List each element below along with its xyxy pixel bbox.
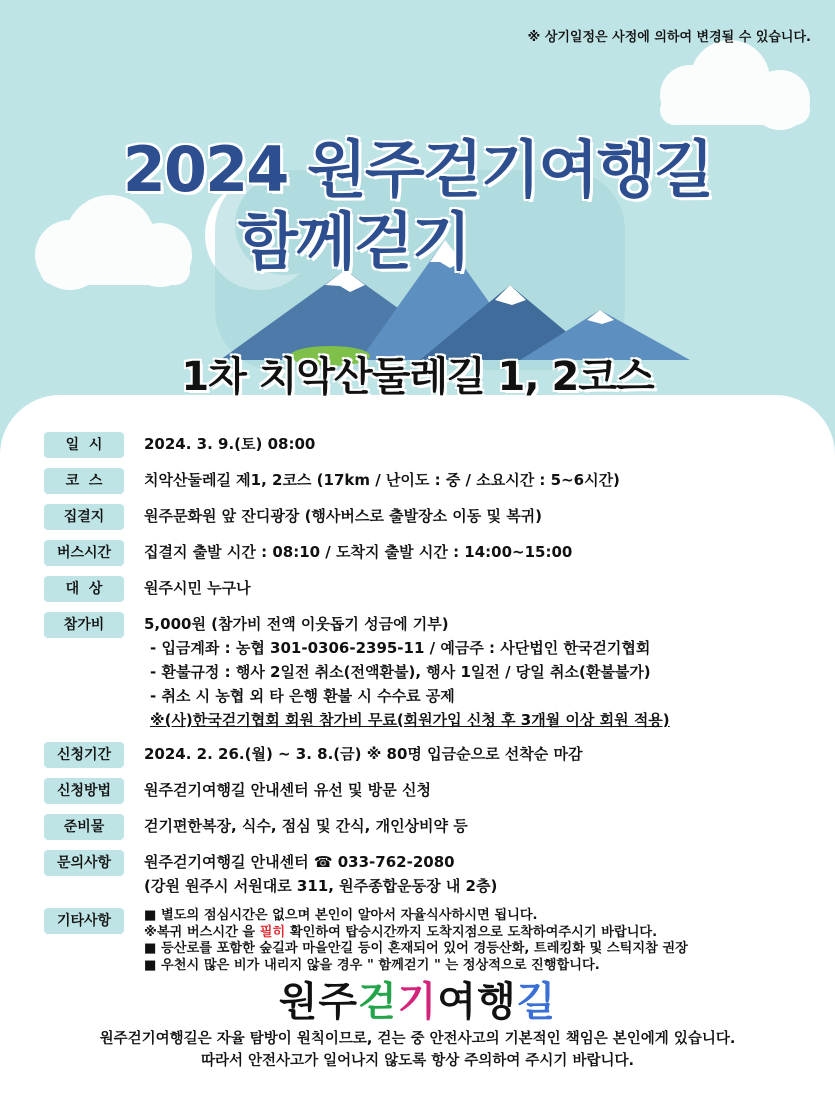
- row-value-line: ※(사)한국걷기협회 회원 참가비 무료(회원가입 신청 후 3개월 이상 회원 적용): [150, 711, 670, 729]
- logo-text: 길: [516, 979, 557, 1025]
- row-apply-method: [44, 778, 814, 804]
- row-value: [144, 908, 688, 974]
- row-value: [144, 468, 620, 492]
- row-label: 신청기간: [44, 742, 124, 768]
- row-label: 기타사항: [44, 908, 124, 934]
- row-value-line: - 환불규정 : 행사 2일전 취소(전액환불), 행사 1일전 / 당일 취소(환불불가): [150, 663, 651, 681]
- schedule-change-notice: ※ 상기일정은 사정에 의하여 변경될 수 있습니다.: [527, 30, 811, 45]
- row-value: [144, 540, 572, 564]
- row-value-line: 원주걷기여행길 안내센터 유선 및 방문 신청: [144, 781, 431, 799]
- footer-line: 따라서 안전사고가 일어나지 않도록 항상 주의하여 주시기 바랍니다.: [200, 1053, 635, 1069]
- row-label: 신청방법: [44, 778, 124, 804]
- row-value-line: - 입금계좌 : 농협 301-0306-2395-11 / 예금주 : 사단법인 한국걷기협회: [150, 639, 651, 657]
- poster-subtitle: 함께걷기: [238, 205, 470, 278]
- logo-text: 기: [397, 979, 438, 1025]
- row-value-line: 집결지 출발 시간 : 08:10 / 도착지 출발 시간 : 14:00~15:00: [144, 543, 573, 561]
- wonju-walking-trail-logo: [0, 970, 835, 1027]
- info-rows: [44, 432, 814, 984]
- row-inquiry: [44, 850, 814, 898]
- row-value-line: 원주걷기여행길 안내센터 ☎ 033-762-2080: [144, 853, 455, 871]
- row-label: 대 상: [44, 576, 124, 602]
- row-target: [44, 576, 814, 602]
- row-value-line: 치악산둘레길 제1, 2코스 (17km / 난이도 : 중 / 소요시간 : 5~6시간): [144, 471, 620, 489]
- etc-text: 확인하여 탑승시간까지 도착지점으로 도착하여주시기 바랍니다.: [285, 924, 658, 940]
- row-etc: [44, 908, 814, 974]
- row-apply-period: [44, 742, 814, 768]
- row-value-line: ■ 별도의 점심시간은 없으며 본인이 알아서 자율식사하시면 됩니다.: [144, 908, 538, 923]
- row-fee: [44, 612, 814, 732]
- row-value: [144, 850, 497, 898]
- row-course: [44, 468, 814, 494]
- row-value-line: 원주시민 누구나: [144, 579, 251, 597]
- emphasis-text: 필히: [259, 924, 286, 940]
- row-value: [144, 814, 468, 838]
- row-value: [144, 742, 582, 766]
- poster-title: 2024 원주걷기여행길: [122, 133, 713, 206]
- row-value-line: 2024. 2. 26.(월) ~ 3. 8.(금) ※ 80명 입금순으로 선착순 마감: [144, 745, 583, 763]
- row-value: [144, 576, 251, 600]
- logo-text: 여행: [437, 979, 517, 1025]
- row-value-line: 5,000원 (참가비 전액 이웃돕기 성금에 기부): [144, 615, 449, 633]
- row-label: 준비물: [44, 814, 124, 840]
- row-value-line: - 취소 시 농협 외 타 은행 환불 시 수수료 공제: [150, 687, 455, 705]
- row-value-line: (강원 원주시 서원대로 311, 원주종합운동장 내 2층): [144, 877, 498, 895]
- safety-footer: [0, 1028, 835, 1072]
- row-supplies: [44, 814, 814, 840]
- row-label: 버스시간: [44, 540, 124, 566]
- row-label: 문의사항: [44, 850, 124, 876]
- row-value-line: 걷기편한복장, 식수, 점심 및 간식, 개인상비약 등: [144, 817, 468, 835]
- row-datetime: [44, 432, 814, 458]
- footer-line: 원주걷기여행길은 자율 탐방이 원칙이므로, 걷는 중 안전사고의 기본적인 책임은 본인에게 있습니다.: [99, 1031, 736, 1047]
- row-label: 일 시: [44, 432, 124, 458]
- row-value: [144, 504, 542, 528]
- course-title: 1차 치악산둘레길 1, 2코스: [181, 354, 654, 400]
- row-bus-time: [44, 540, 814, 566]
- logo-text: 원주: [278, 979, 359, 1025]
- etc-text: ※복귀 버스시간 을: [144, 924, 260, 940]
- row-label: 참가비: [44, 612, 124, 638]
- row-label: 집결지: [44, 504, 124, 530]
- row-value-line: ■ 등산로를 포함한 숲길과 마을안길 등이 혼재되어 있어 경등산화, 트레킹화 및 스틱지참 권장: [144, 941, 688, 956]
- logo-text: 걷: [358, 979, 398, 1025]
- row-value-line: 2024. 3. 9.(토) 08:00: [144, 435, 316, 453]
- row-value: [144, 612, 670, 732]
- row-label: 코 스: [44, 468, 124, 494]
- row-value-line: [144, 925, 688, 942]
- row-value: [144, 432, 315, 456]
- row-meeting-point: [44, 504, 814, 530]
- row-value-line: 원주문화원 앞 잔디광장 (행사버스로 출발장소 이동 및 복귀): [144, 507, 543, 525]
- row-value-line: ■ 우천시 많은 비가 내리지 않을 경우 " 함께걷기 " 는 정상적으로 진행합니다.: [144, 957, 600, 973]
- row-value: [144, 778, 431, 802]
